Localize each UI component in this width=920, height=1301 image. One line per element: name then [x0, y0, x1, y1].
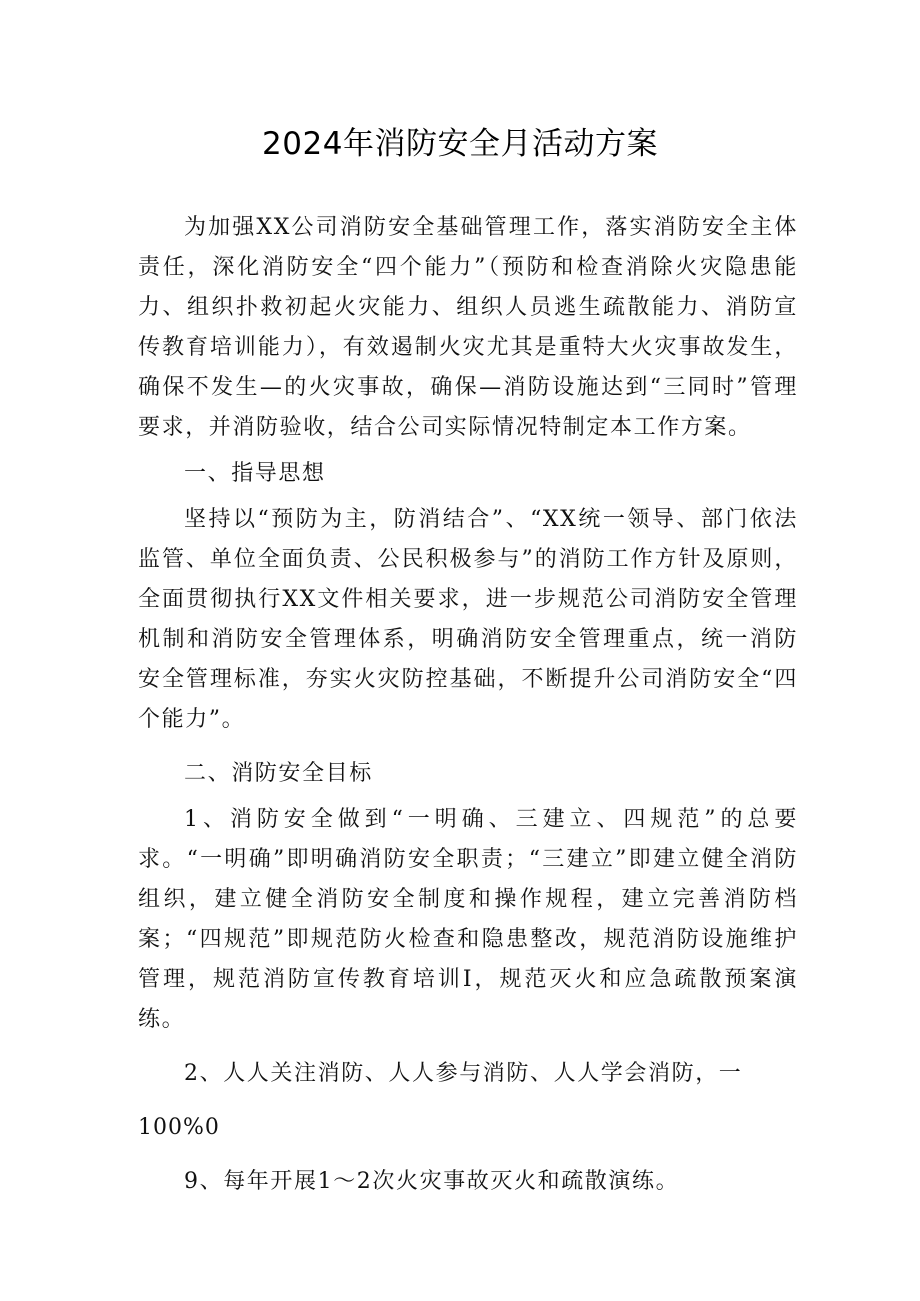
goal-item-2: 2、人人关注消防、人人参与消防、人人学会消防，一 [184, 1061, 743, 1086]
document-body [138, 208, 798, 1202]
section-heading-safety-goals: 二、消防安全目标 [184, 761, 373, 786]
document-title: 2024年消防安全月活动方案 [262, 126, 658, 162]
goal-item-1: 1、消防安全做到“一明确、三建立、四规范”的总要求。“一明确”即明确消防安全职责；“三建立”即建立健全消防组织，建立健全消防安全制度和操作规程，建立完善消防档案；“四规范”即规范防火检查和隐患整改，规范消防设施维护管理，规范消防宣传教育培训I，规范灭火和应急疏散预案演练。 [138, 807, 798, 1032]
intro-paragraph: 为加强XX公司消防安全基础管理工作，落实消防安全主体责任，深化消防安全“四个能力”（预防和检查消除火灾隐患能力、组织扑救初起火灾能力、组织人员逃生疏散能力、消防宣传教育培训能力），有效遏制火灾尤其是重特大火灾事故发生，确保不发生—的火灾事故，确保—消防设施达到“三同时”管理要求，并消防验收，结合公司实际情况特制定本工作方案。 [138, 215, 798, 440]
section-heading-guiding-ideology: 一、指导思想 [184, 461, 326, 486]
goal-item-2-continued: 100%0 [138, 1115, 220, 1140]
guiding-ideology-paragraph: 坚持以“预防为主，防消结合”、“XX统一领导、部门依法监管、单位全面负责、公民积极参与”的消防工作方针及原则，全面贯彻执行XX文件相关要求，进一步规范公司消防安全管理机制和消防安全管理体系，明确消防安全管理重点，统一消防安全管理标准，夯实火灾防控基础，不断提升公司消防安全“四个能力”。 [138, 507, 798, 732]
goal-item-9: 9、每年开展1～2次火灾事故灭火和疏散演练。 [184, 1169, 680, 1194]
